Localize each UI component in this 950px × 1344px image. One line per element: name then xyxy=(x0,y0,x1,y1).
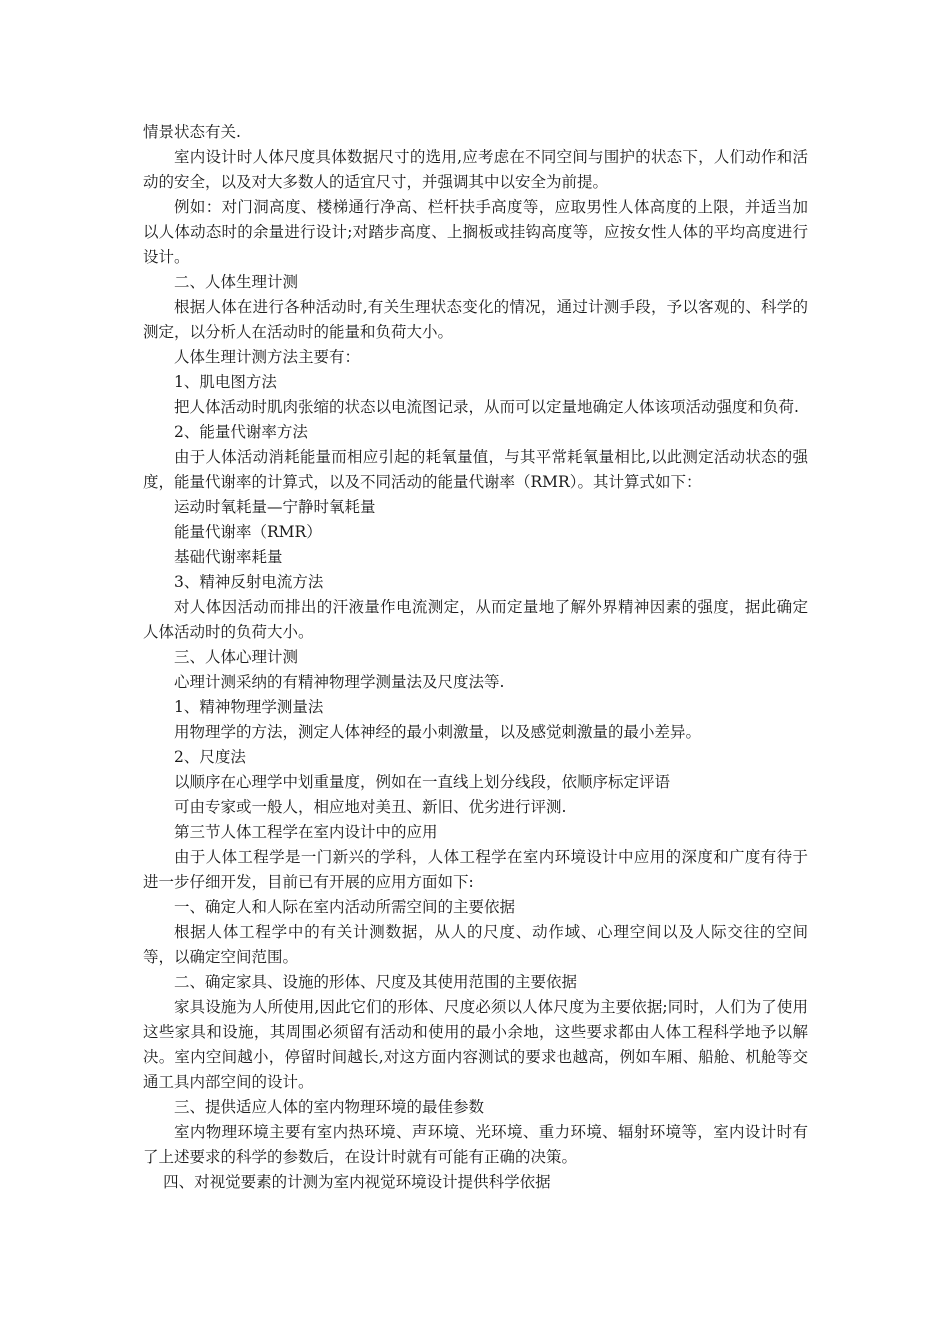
paragraph: 根据人体工程学中的有关计测数据，从人的尺度、动作域、心理空间以及人际交往的空间等，以确定空间范围。 xyxy=(143,923,808,966)
paragraph: 由于人体活动消耗能量而相应引起的耗氧量值，与其平常耗氧量相比,以此测定活动状态的强度，能量代谢率的计算式，以及不同活动的能量代谢率（RMR）。其计算式如下： xyxy=(143,448,808,491)
subsection-heading: 1、精神物理学测量法 xyxy=(174,698,324,716)
paragraph: 以顺序在心理学中划重量度，例如在一直线上划分线段，依顺序标定评语 xyxy=(174,773,671,791)
paragraph: 根据人体在进行各种活动时,有关生理状态变化的情况，通过计测手段，予以客观的、科学的测定，以分析人在活动时的能量和负荷大小。 xyxy=(143,298,808,341)
section-heading: 一、确定人和人际在室内活动所需空间的主要依据 xyxy=(174,898,516,916)
subsection-heading: 2、尺度法 xyxy=(174,748,246,766)
formula-line: 运动时氧耗量—宁静时氧耗量 xyxy=(174,498,376,516)
paragraph: 由于人体工程学是一门新兴的学科，人体工程学在室内环境设计中应用的深度和广度有待于进一步仔细开发，目前已有开展的应用方面如下: xyxy=(143,848,808,891)
paragraph: 情景状态有关. xyxy=(143,123,241,141)
formula-line: 能量代谢率（RMR） xyxy=(174,523,322,541)
paragraph: 可由专家或一般人，相应地对美丑、新旧、优劣进行评测. xyxy=(174,798,567,816)
paragraph: 家具设施为人所使用,因此它们的形体、尺度必须以人体尺度为主要依据;同时，人们为了使用这些家具和设施，其周围必须留有活动和使用的最小余地，这些要求都由人体工程科学地予以解决。室内空间越小，停留时间越长,对这方面内容测试的要求也越高，例如车厢、船舱、机舱等交通工具内部空间的设计。 xyxy=(143,998,808,1091)
paragraph: 用物理学的方法，测定人体神经的最小刺激量，以及感觉刺激量的最小差异。 xyxy=(174,723,702,741)
paragraph: 心理计测采纳的有精神物理学测量法及尺度法等. xyxy=(174,673,505,691)
formula-line: 基础代谢率耗量 xyxy=(174,548,283,566)
subsection-heading: 1、肌电图方法 xyxy=(174,373,277,391)
section-heading: 三、提供适应人体的室内物理环境的最佳参数 xyxy=(174,1098,485,1116)
section-heading: 三、人体心理计测 xyxy=(174,648,299,666)
section-heading: 二、确定家具、设施的形体、尺度及其使用范围的主要依据 xyxy=(174,973,578,991)
chapter-section-heading: 第三节人体工程学在室内设计中的应用 xyxy=(174,823,438,841)
document-page xyxy=(143,120,808,1195)
paragraph: 室内设计时人体尺度具体数据尺寸的选用,应考虑在不同空间与围护的状态下，人们动作和活动的安全，以及对大多数人的适宜尺寸，并强调其中以安全为前提。 xyxy=(143,148,808,191)
section-heading: 二、人体生理计测 xyxy=(174,273,299,291)
paragraph: 室内物理环境主要有室内热环境、声环境、光环境、重力环境、辐射环境等，室内设计时有了上述要求的科学的参数后，在设计时就有可能有正确的决策。 xyxy=(143,1123,808,1166)
paragraph: 人体生理计测方法主要有： xyxy=(174,348,361,366)
subsection-heading: 2、能量代谢率方法 xyxy=(174,423,308,441)
section-heading: 四、对视觉要素的计测为室内视觉环境设计提供科学依据 xyxy=(163,1173,551,1191)
paragraph: 对人体因活动而排出的汗液量作电流测定，从而定量地了解外界精神因素的强度，据此确定人体活动时的负荷大小。 xyxy=(143,598,808,641)
paragraph: 例如：对门洞高度、楼梯通行净高、栏杆扶手高度等，应取男性人体高度的上限，并适当加以人体动态时的余量进行设计;对踏步高度、上搁板或挂钩高度等，应按女性人体的平均高度进行设计。 xyxy=(143,198,808,266)
subsection-heading: 3、精神反射电流方法 xyxy=(174,573,324,591)
paragraph: 把人体活动时肌肉张缩的状态以电流图记录，从而可以定量地确定人体该项活动强度和负荷. xyxy=(174,398,799,416)
